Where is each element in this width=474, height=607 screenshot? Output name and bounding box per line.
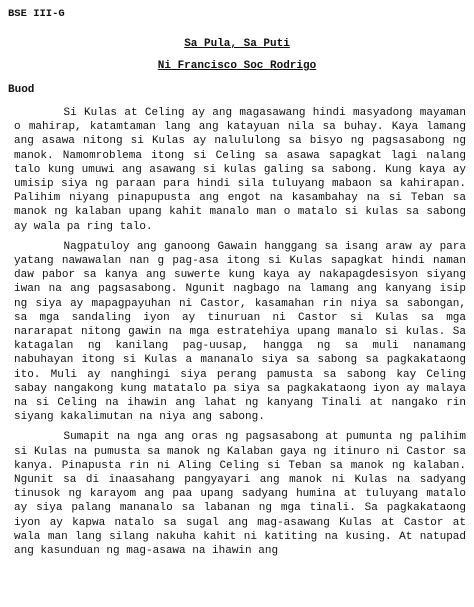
section-heading: Buod xyxy=(8,84,35,96)
course-label: BSE III-G xyxy=(8,8,65,20)
summary-body xyxy=(14,106,466,564)
document-title: Sa Pula, Sa Puti xyxy=(184,38,290,50)
paragraph-2: Nagpatuloy ang ganoong Gawain hanggang sa isang araw ay para yatang nawawalan nan g pag-asa itong si Kulas sapagkat hindi naman daw pabor sa kanya ang suwerte kung kaya ay nakapagdesisyon siyang iwan na ang pagsasabong. Ngunit nagbago na lamang ang kanyang isip ng siya ay mapagpayuhan ni Castor, kasamahan rin niya sa sabongan, sa mga sandaling iyon ay tinuruan ni Castor si Kulas sa mga nararapat nitong gawin na mga estratehiya upang manalo si kulas. Sa katagalan ng kanilang pag-uusap, hangga ng sa muli nanamang nabuhayan itong si Kulas a mananalo siya sa sabong sa pagkakataong ito. Muli ay nanghingi siya perang pamusta sa sabong kay Celing sabay nangakong kung matatalo pa siya sa pagkakataong iyon ay malaya na si Celing na ihawin ang lahat ng kanyang Tinali at nangako rin siyang kakalimutan na niya ang sabong. xyxy=(14,240,466,424)
paragraph-1: Si Kulas at Celing ay ang magasawang hindi masyadong mayaman o mahirap, katamtaman lang ang katayuan nila sa buhay. Kaya lamang ang asawa nitong si Kulas ay nalululong sa bisyo ng pagsasabong ng manok. Namomroblema itong si Celing sa asawa sapagkat lagi nalang talo kung umuwi ang asawang si kulas galing sa sabong. Kung kaya ay umisip siya ng paraan para hindi sila tuluyang mabaon sa kahirapan. Palihim niyang pinapupusta ang engot na kasambahay na si Teban sa manok ng kalaban upang kahit manalo man o matalo si kulas sa sabong ay wala pa ring talo. xyxy=(14,107,466,233)
paragraph-3: Sumapit na nga ang oras ng pagsasabong at pumunta ng palihim si Kulas na pumusta sa manok ng Kalaban gaya ng itinuro ni Castor sa kanya. Pinapusta rin ni Aling Celing si Teban sa manok ng kalaban. Ngunit sa di inaasahang pangyayari ang manok ni Kulas na sadyang tinusok ng karayom ang paa upang sadyang humina at tuluyang matalo ay siya palang mananalo sa labanan ng mga tinali. Sa pagkakataong iyon ay kapwa natalo sa sugal ang mag-asawang Kulas at Castor at wala man lang silang nakuha kahit ni katiting na kusing. At natupad ang kasunduan ng mag-asawa na ihawin ang xyxy=(14,431,466,558)
author-line: Ni Francisco Soc Rodrigo xyxy=(157,60,317,72)
